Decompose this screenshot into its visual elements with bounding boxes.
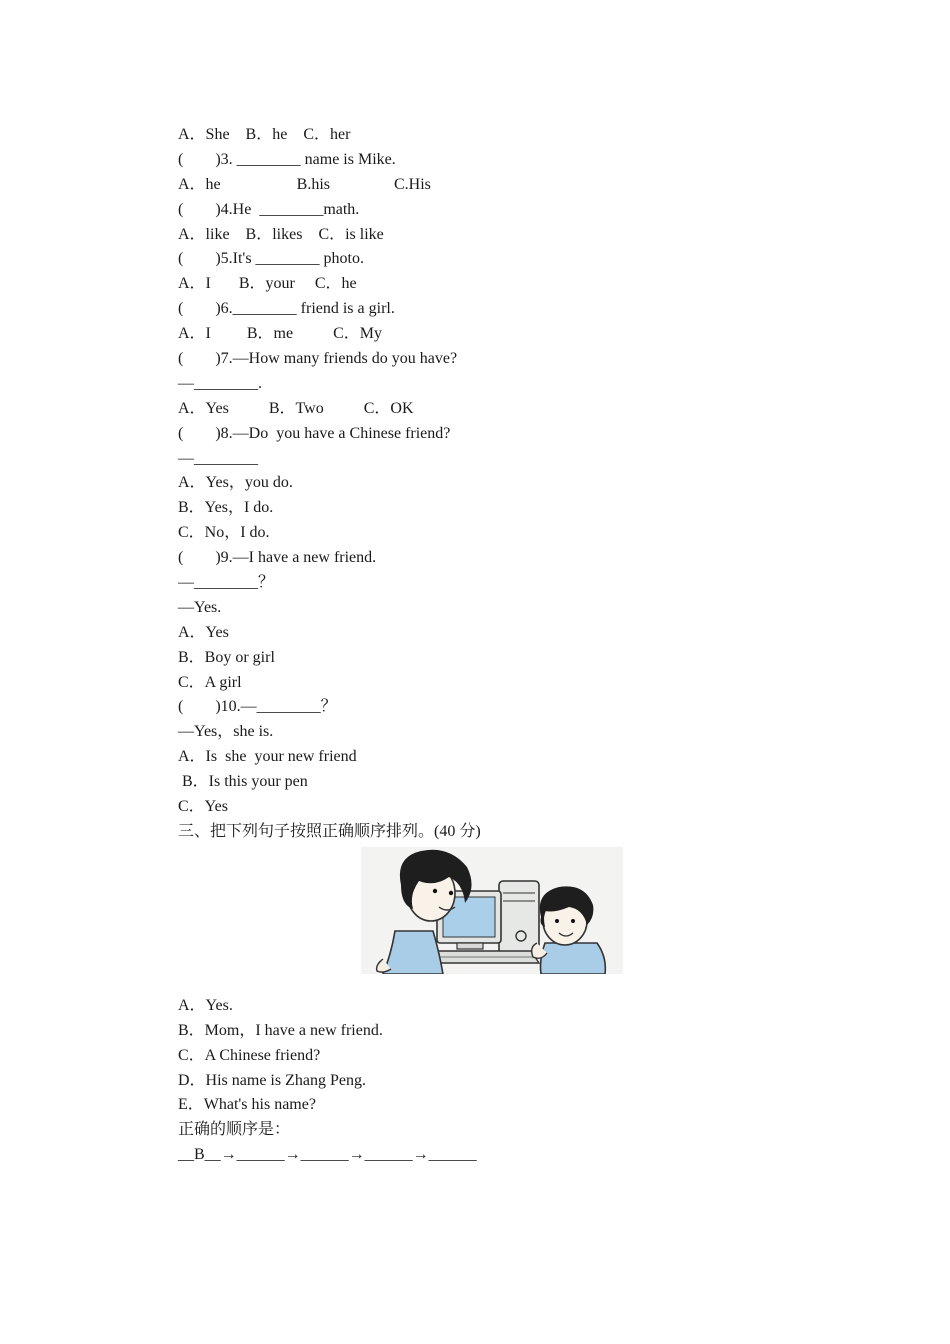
q3-stem: ( )3. ________ name is Mike. [178, 150, 396, 168]
q8-stem: ( )8.—Do you have a Chinese friend? [178, 424, 451, 442]
q10-option-c: C．Yes [178, 798, 228, 816]
section-3-heading: 三、把下列句子按照正确顺序排列。(40 分) [178, 822, 481, 840]
order-option-c: C．A Chinese friend? [178, 1046, 321, 1064]
correct-order-label: 正确的顺序是： [178, 1121, 291, 1139]
q8-answer-blank: —________ [178, 449, 258, 467]
q9-answer-blank: —________？ [178, 574, 275, 592]
q2-options: A．She B．he C．her [178, 126, 351, 143]
q7-answer-blank: —________. [178, 374, 262, 392]
worksheet [178, 123, 818, 1168]
q6-stem: ( )6.________ friend is a girl. [178, 300, 395, 318]
q4-options: A．like B．likes C．is like [178, 225, 384, 243]
q9-option-a: A．Yes [178, 623, 229, 641]
q9-option-b: B．Boy or girl [178, 648, 275, 666]
q10-option-b: B．Is this your pen [178, 773, 308, 791]
order-option-b: B．Mom，I have a new friend. [178, 1021, 383, 1039]
q5-options: A．I B．your C．he [178, 275, 357, 293]
q3-options: A．he B.his C.His [178, 175, 431, 193]
q9-reply: —Yes. [178, 598, 222, 616]
q6-options: A．I B．me C．My [178, 325, 383, 343]
illustration-image [361, 847, 623, 974]
q10-option-a: A．Is she your new friend [178, 748, 357, 766]
q10-stem: ( )10.—________？ [178, 698, 337, 716]
q7-options: A．Yes B．Two C．OK [178, 399, 414, 417]
order-option-e: E．What's his name? [178, 1096, 316, 1114]
illustration-mother-and-boy-at-computer [178, 845, 818, 994]
q8-option-c: C．No，I do. [178, 524, 270, 542]
order-option-d: D．His name is Zhang Peng. [178, 1071, 366, 1089]
q9-option-c: C．A girl [178, 673, 242, 691]
q8-option-b: B．Yes，I do. [178, 499, 274, 517]
q8-option-a: A．Yes，you do. [178, 474, 293, 492]
order-option-a: A．Yes. [178, 996, 233, 1014]
q7-stem: ( )7.—How many friends do you have? [178, 350, 458, 368]
q10-reply: —Yes，she is. [178, 723, 274, 741]
q4-stem: ( )4.He ________math. [178, 200, 360, 218]
q5-stem: ( )5.It's ________ photo. [178, 250, 364, 268]
q9-stem: ( )9.—I have a new friend. [178, 549, 377, 567]
answer-sequence: __B__→______→______→______→______ [178, 1146, 477, 1164]
